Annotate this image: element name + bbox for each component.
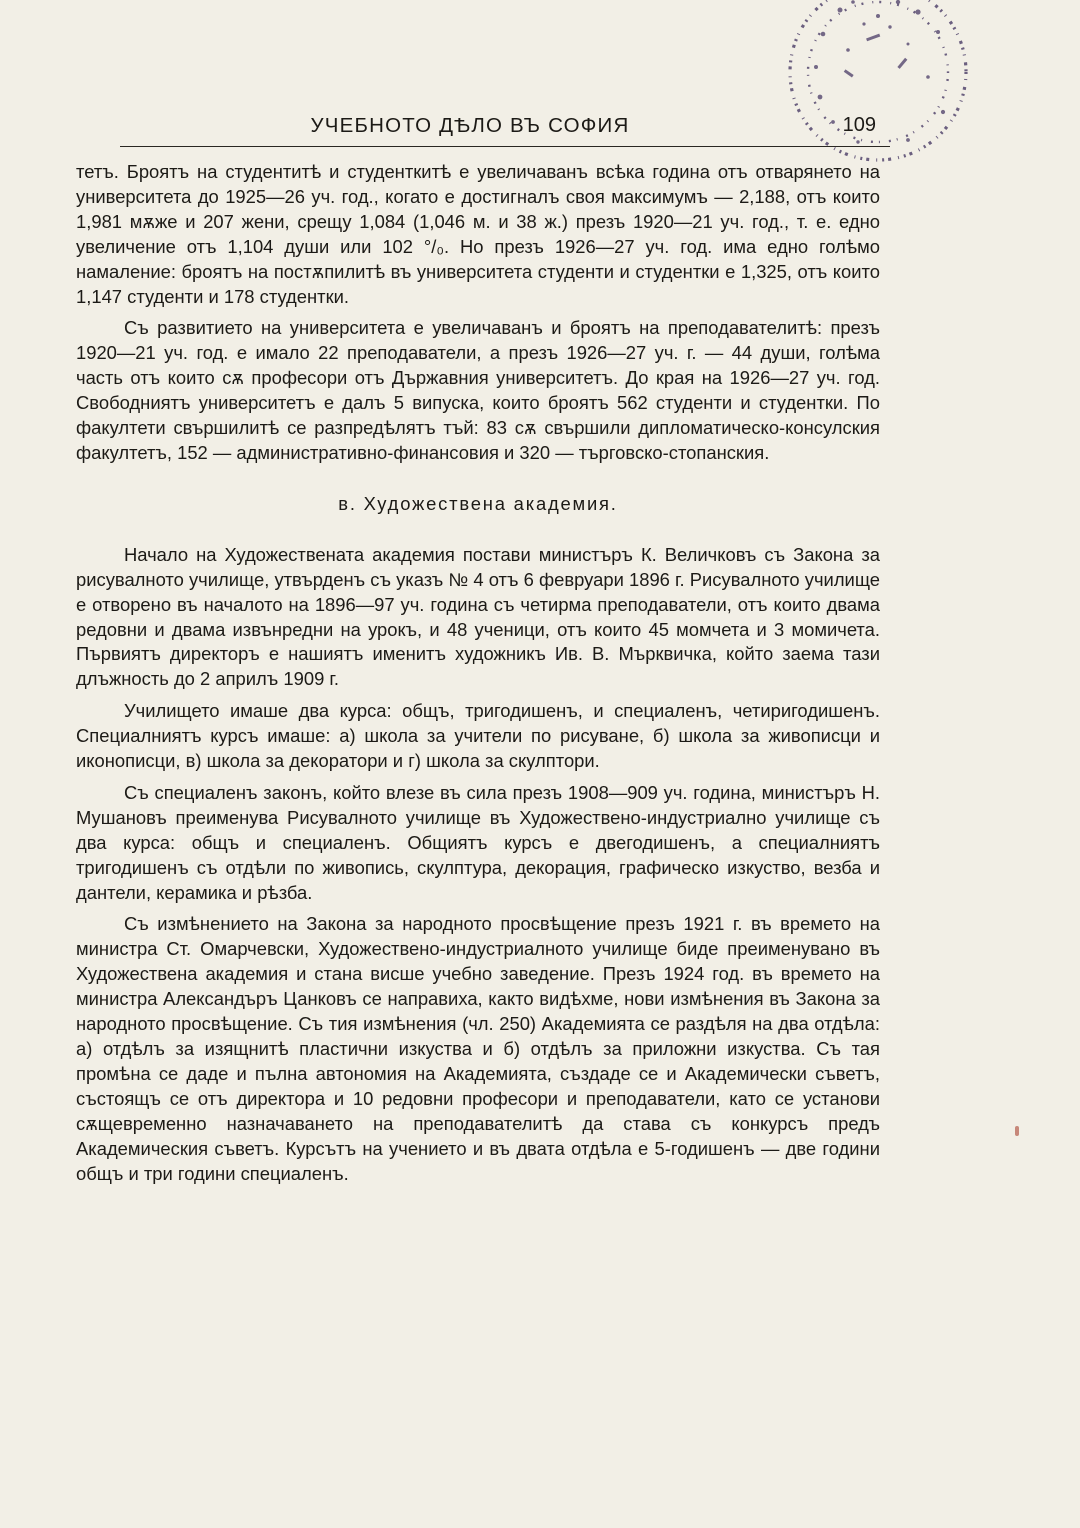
running-header bbox=[120, 110, 890, 147]
paragraph: Съ развитието на университета е увеличаванъ и броятъ на преподавателитѣ: презъ 1920—21 уч. год. е имало 22 преподаватели, а презъ 1926—27 уч. г. — 44 души, голѣма часть отъ които сѫ професори отъ Държавния университетъ. До края на 1926—27 уч. год. Свободниятъ университетъ е далъ 5 випуска, които броятъ 562 студенти и студентки. По факултети свършилитѣ се разпредѣлятъ тъй: 83 сѫ свършили дипломатическо-консулския факултетъ, 152 — административно-финансовия и 320 — търговско-стопанския. bbox=[76, 317, 880, 463]
paragraph: Съ специаленъ законъ, който влезе въ сила презъ 1908—909 уч. година, министъръ Н. Мушановъ преименува Рисувалното училище въ Художествено-индустриално училище съ два курса: общъ и специаленъ. Общиятъ курсъ е двегодишенъ, а специалниятъ тригодишенъ съ отдѣли по живопись, скулптура, декорация, графическо изкуство, везба и дантели, керамика и рѣзба. bbox=[76, 781, 880, 903]
paragraph: тетъ. Броятъ на студентитѣ и студенткитѣ е увеличаванъ всѣка година отъ отварянето на университета до 1925—26 уч. год., когато е достигналъ своя максимумъ — 2,188, отъ които 1,981 мѫже и 207 жени, срещу 1,084 (1,046 м. и 38 ж.) презъ 1920—21 уч. год., т. е. едно увеличение отъ 1,104 души или 102 °/₀. Но презъ 1926—27 уч. год. има едно голѣмо намаление: броятъ на постѫпилитѣ въ университета студенти и студентки е 1,325, отъ които 1,147 студенти и 178 студентки. bbox=[76, 161, 880, 307]
paragraph: Начало на Художествената академия постави министъръ К. Величковъ съ Закона за рисувалното училище, утвърденъ съ указъ № 4 отъ 6 февруари 1896 г. Рисувалното училище е отворено въ началото на 1896—97 уч. година съ четирма преподаватели, отъ които двама редовни и двама извънредни на урокъ, и 48 ученици, отъ които 45 момчета и 3 момичета. Първиятъ директоръ е нашиятъ именитъ художникъ Ив. В. Мърквичка, който заема тази длъжность до 2 априлъ 1909 г. bbox=[76, 543, 880, 690]
paragraph: Училището имаше два курса: общъ, тригодишенъ, и специаленъ, четиригодишенъ. Специалниятъ курсъ имаше: а) школа за учители по рисуване, б) школа за живописци и иконописци, в) школа за декоратори и г) школа за скулптори. bbox=[76, 700, 880, 772]
page-number: 109 bbox=[842, 114, 876, 136]
paragraph: Съ измѣнението на Закона за народното просвѣщение презъ 1921 г. въ времето на министра Ст. Омарчевски, Художествено-индустриалното училище биде преименувано въ Художествена академия и стана висше учебно заведение. Презъ 1924 год. въ времето на министра Александъръ Цанковъ се направиха, както видѣхме, нови измѣнения въ Закона за народното просвѣщение. Съ тия измѣнения (чл. 250) Академията се раздѣля на два отдѣла: а) отдѣлъ за изящнитѣ пластични изкуства и б) отдѣлъ за приложни изкуства. Съ тая промѣна се даде и пълна автономия на Академията, създаде се и Академически съветъ, състоящъ се отъ директора и 10 редовни професори и преподаватели, като се установи сѫщевременно назначаването на преподавателитѣ да става съ конкурсъ предъ Академическия съветъ. Курсътъ на учението и въ двата отдѣла е 5-годишенъ — две години общъ и три години специаленъ. bbox=[76, 913, 880, 1184]
running-title: УЧЕБНОТО ДѢЛО ВЪ СОФИЯ bbox=[310, 114, 630, 137]
margin-mark bbox=[1015, 1126, 1019, 1136]
body-text bbox=[76, 160, 880, 1193]
section-heading: в. Художествена академия. bbox=[338, 492, 618, 514]
